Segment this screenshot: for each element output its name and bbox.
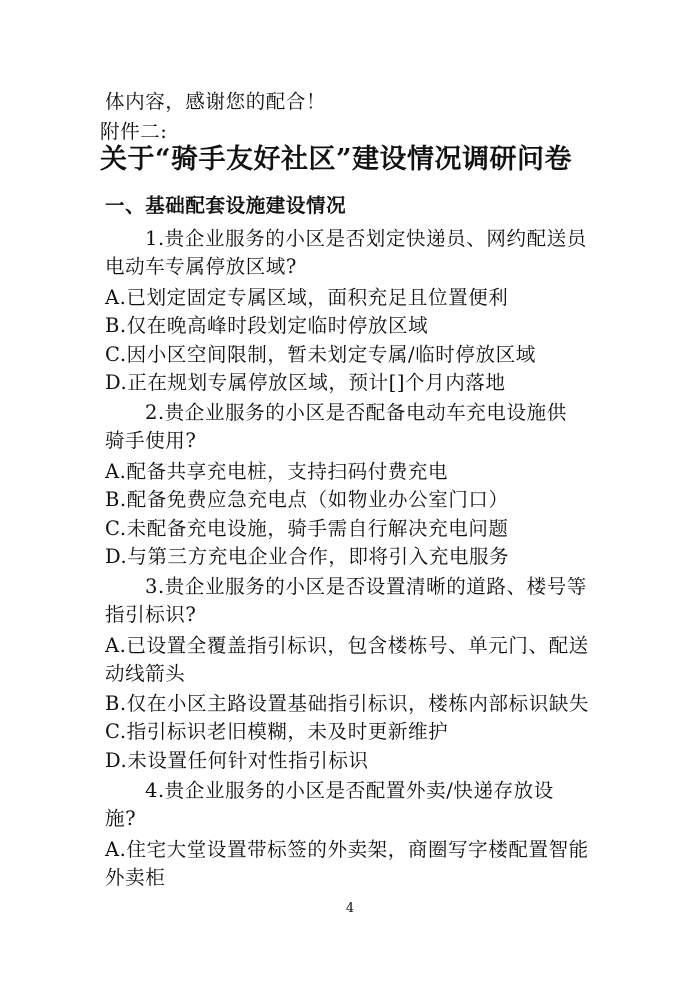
question-1-line-1: 1.贵企业服务的小区是否划定快递员、网约配送员 bbox=[145, 227, 587, 250]
question-2-option-d: D.与第三方充电企业合作，即将引入充电服务 bbox=[105, 545, 510, 568]
intro-tail-text: 体内容，感谢您的配合！ bbox=[105, 90, 327, 113]
question-4-line-1: 4.贵企业服务的小区是否配置外卖/快递存放设 bbox=[145, 779, 554, 802]
question-1-line-2: 电动车专属停放区域? bbox=[105, 255, 297, 278]
document-title: 关于“骑手友好社区”建设情况调研问卷 bbox=[100, 144, 573, 175]
question-2-option-c: C.未配备充电设施，骑手需自行解决充电问题 bbox=[105, 517, 509, 540]
question-3-option-c: C.指引标识老旧模糊，未及时更新维护 bbox=[105, 720, 449, 743]
question-1-option-c: C.因小区空间限制，暂未划定专属/临时停放区域 bbox=[105, 343, 536, 366]
question-3-line-1: 3.贵企业服务的小区是否设置清晰的道路、楼号等 bbox=[145, 575, 587, 598]
question-2-line-1: 2.贵企业服务的小区是否配备电动车充电设施供 bbox=[145, 401, 567, 424]
question-4-line-2: 施? bbox=[105, 807, 137, 830]
question-3-option-a-line-2: 动线箭头 bbox=[105, 662, 186, 685]
question-2-line-2: 骑手使用? bbox=[105, 429, 197, 452]
question-3-line-2: 指引标识? bbox=[105, 603, 197, 626]
question-1-option-d: D.正在规划专属停放区域，预计[]个月内落地 bbox=[105, 371, 506, 394]
question-1-option-a: A.已划定固定专属区域，面积充足且位置便利 bbox=[105, 286, 509, 309]
section-heading: 一、基础配套设施建设情况 bbox=[105, 194, 347, 217]
question-1-option-b: B.仅在晚高峰时段划定临时停放区域 bbox=[105, 314, 429, 337]
question-4-option-a-line-2: 外卖柜 bbox=[105, 866, 166, 889]
question-2-option-a: A.配备共享充电桩，支持扫码付费充电 bbox=[105, 460, 449, 483]
question-4-option-a-line-1: A.住宅大堂设置带标签的外卖架，商圈写字楼配置智能 bbox=[105, 838, 589, 861]
question-2-option-b: B.配备免费应急充电点（如物业办公室门口） bbox=[105, 488, 509, 511]
attachment-label: 附件二: bbox=[100, 120, 168, 143]
question-3-option-a-line-1: A.已设置全覆盖指引标识，包含楼栋号、单元门、配送 bbox=[105, 634, 589, 657]
page-number: 4 bbox=[345, 901, 355, 916]
question-3-option-b: B.仅在小区主路设置基础指引标识，楼栋内部标识缺失 bbox=[105, 692, 590, 715]
question-3-option-d: D.未设置任何针对性指引标识 bbox=[105, 749, 369, 772]
